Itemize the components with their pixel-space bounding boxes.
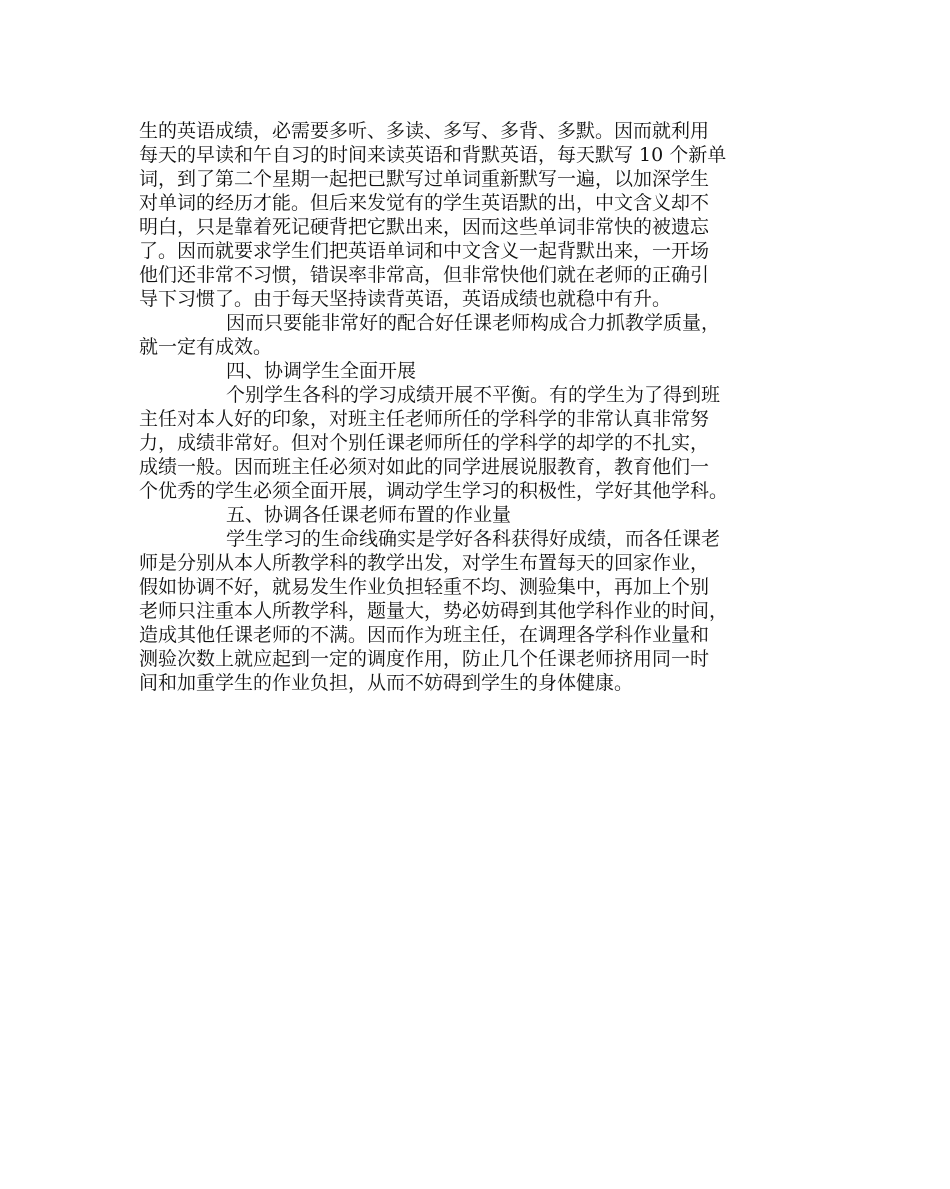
section-heading: 五、协调各任课老师布置的作业量 <box>226 504 512 526</box>
text-line: 对单词的经历才能。但后来发觉有的学生英语默的出，中文含义却不 <box>139 192 710 214</box>
text-line: 明白，只是靠着死记硬背把它默出来，因而这些单词非常快的被遗忘 <box>139 216 710 238</box>
section-heading: 四、协调学生全面开展 <box>226 360 417 382</box>
text-line: 就一定有成效。 <box>139 336 273 358</box>
text-line: 师是分别从本人所教学科的教学出发，对学生布置每天的回家作业， <box>139 552 710 574</box>
paragraph-start-line: 因而只要能非常好的配合好任课老师构成合力抓教学质量， <box>226 312 721 334</box>
text-line: 力，成绩非常好。但对个别任课老师所任的学科学的却学的不扎实， <box>139 432 710 454</box>
text-line: 词，到了第二个星期一起把已默写过单词重新默写一遍，以加深学生 <box>139 168 710 190</box>
text-line: 测验次数上就应起到一定的调度作用，防止几个任课老师挤用同一时 <box>139 648 710 670</box>
text-line: 他们还非常不习惯，错误率非常高，但非常快他们就在老师的正确引 <box>139 264 710 286</box>
text-line: 假如协调不好，就易发生作业负担轻重不均、测验集中，再加上个别 <box>139 576 710 598</box>
text-line: 老师只注重本人所教学科，题量大，势必妨碍到其他学科作业的时间， <box>139 600 729 622</box>
text-line: 生的英语成绩，必需要多听、多读、多写、多背、多默。因而就利用 <box>139 120 710 142</box>
text-line: 主任对本人好的印象，对班主任老师所任的学科学的非常认真非常努 <box>139 408 710 430</box>
paragraph-start-line: 学生学习的生命线确实是学好各科获得好成绩，而各任课老 <box>226 528 721 550</box>
text-line: 间和加重学生的作业负担，从而不妨碍到学生的身体健康。 <box>139 672 634 694</box>
document-page <box>139 119 829 695</box>
text-line: 成绩一般。因而班主任必须对如此的同学进展说服教育，教育他们一 <box>139 456 710 478</box>
text-line: 了。因而就要求学生们把英语单词和中文含义一起背默出来，一开场 <box>139 240 710 262</box>
document-body <box>139 119 829 695</box>
text-line: 导下习惯了。由于每天坚持读背英语，英语成绩也就稳中有升。 <box>139 288 672 310</box>
text-line: 个优秀的学生必须全面开展，调动学生学习的积极性，学好其他学科。 <box>139 480 729 502</box>
paragraph-start-line: 个别学生各科的学习成绩开展不平衡。有的学生为了得到班 <box>226 384 721 406</box>
text-line: 每天的早读和午自习的时间来读英语和背默英语，每天默写 10 个新单 <box>139 144 727 166</box>
text-line: 造成其他任课老师的不满。因而作为班主任，在调理各学科作业量和 <box>139 624 710 646</box>
